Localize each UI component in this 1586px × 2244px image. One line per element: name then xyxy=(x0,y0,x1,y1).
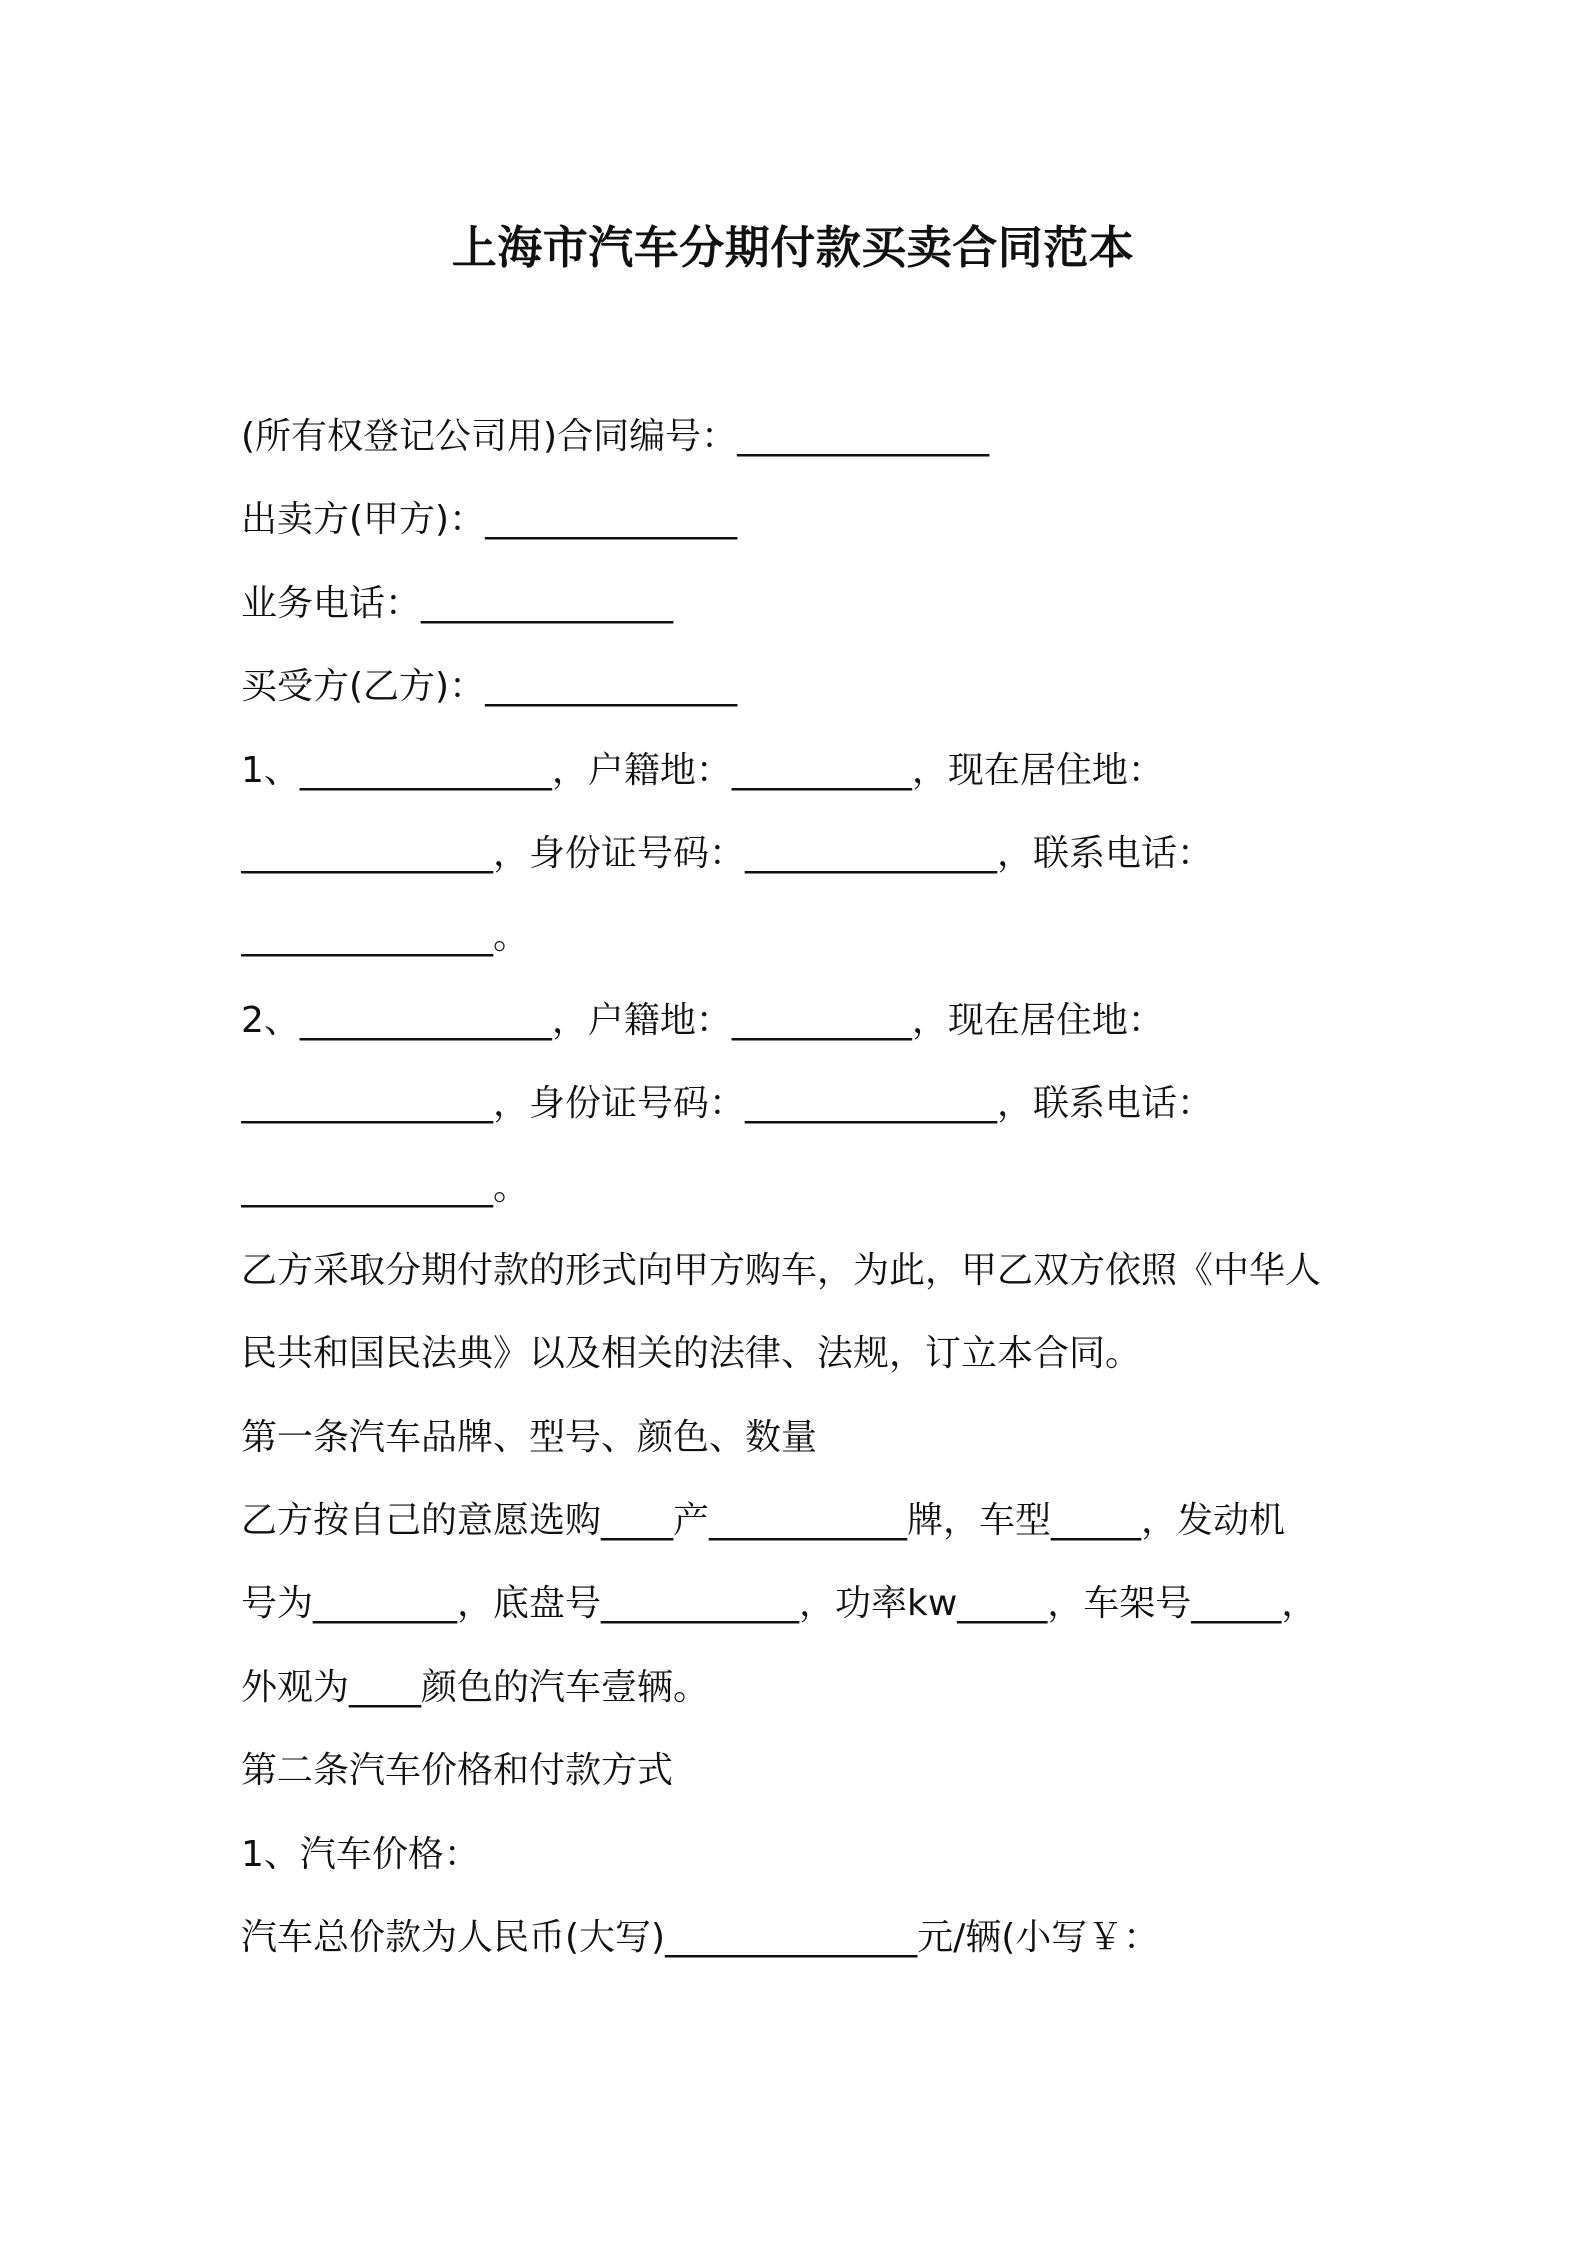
article-1-line-1: 乙方按自己的意愿选购____产___________牌，车型_____，发动机 xyxy=(241,1500,1286,1542)
total-price-line: 汽车总价款为人民币(大写)______________元/辆(小写￥： xyxy=(241,1917,1160,1959)
document-body xyxy=(241,395,1441,1979)
article-1-line-3: 外观为____颜色的汽车壹辆。 xyxy=(241,1666,710,1708)
article-1-line-2: 号为________，底盘号___________，功率kw_____，车架号_____， xyxy=(241,1583,1318,1625)
buyer-2-identity-line: 2、______________，户籍地：__________，现在居住地： xyxy=(241,999,1164,1041)
seller-line: 出卖方(甲方)：______________ xyxy=(241,499,738,541)
buyer-1-identity-line: 1、______________，户籍地：__________，现在居住地： xyxy=(241,749,1164,791)
article-1-heading: 第一条汽车品牌、型号、颜色、数量 xyxy=(241,1416,818,1458)
buyer-1-phone-blank-line: ______________。 xyxy=(241,916,529,958)
buyer-2-id-phone-line: ______________，身份证号码：______________，联系电话： xyxy=(241,1083,1214,1125)
car-price-subheading: 1、汽车价格： xyxy=(241,1833,480,1875)
article-2-heading: 第二条汽车价格和付款方式 xyxy=(241,1750,674,1792)
document-title: 上海市汽车分期付款买卖合同范本 xyxy=(451,221,1135,274)
preamble-line-1: 乙方采取分期付款的形式向甲方购车，为此，甲乙双方依照《中华人 xyxy=(241,1249,1322,1291)
buyer-1-id-phone-line: ______________，身份证号码：______________，联系电话： xyxy=(241,832,1214,874)
buyer-2-phone-blank-line: ______________。 xyxy=(241,1166,529,1208)
buyer-line: 买受方(乙方)：______________ xyxy=(241,666,738,708)
contract-number-line: (所有权登记公司用)合同编号：______________ xyxy=(241,416,990,457)
preamble-line-2: 民共和国民法典》以及相关的法律、法规，订立本合同。 xyxy=(241,1333,1142,1375)
business-phone-line: 业务电话：______________ xyxy=(241,582,674,624)
